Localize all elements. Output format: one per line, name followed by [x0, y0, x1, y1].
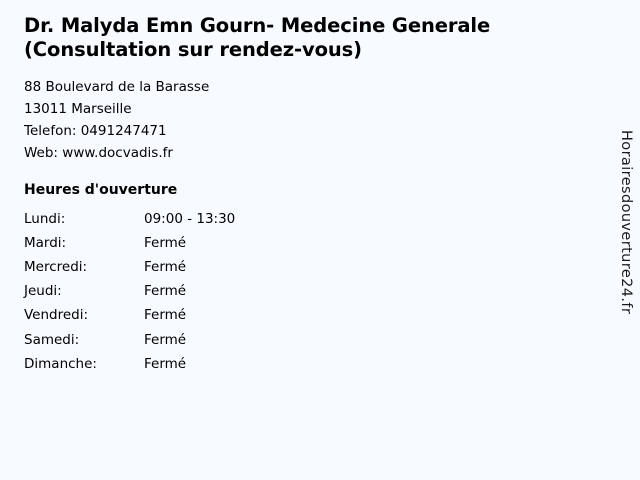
table-row [24, 355, 235, 379]
day-label: Mardi: [24, 234, 67, 251]
day-hours: Fermé [144, 283, 187, 300]
street-address: 88 Boulevard de la Barasse [24, 78, 210, 95]
day-hours: Fermé [144, 355, 187, 372]
contact-block [24, 76, 604, 164]
table-row [24, 258, 235, 282]
website-url: Web: www.docvadis.fr [24, 144, 173, 161]
day-label: Vendredi: [24, 307, 89, 324]
watermark-label: Horairesdouverture24.fr [618, 130, 634, 315]
opening-hours-heading: Heures d'ouverture [24, 181, 178, 198]
table-row [24, 234, 235, 258]
table-row [24, 306, 235, 330]
day-hours: Fermé [144, 259, 187, 275]
day-hours: Fermé [144, 307, 187, 324]
city-address: 13011 Marseille [24, 100, 132, 117]
day-hours: Fermé [144, 234, 187, 251]
day-label: Mercredi: [24, 259, 88, 275]
day-label: Samedi: [24, 331, 80, 348]
table-row [24, 210, 235, 234]
day-label: Jeudi: [24, 283, 62, 300]
day-label: Dimanche: [24, 355, 97, 372]
page-title: Dr. Malyda Emn Gourn- Medecine Generale (Consultation sur rendez-vous) [24, 14, 491, 61]
day-hours: Fermé [144, 331, 187, 348]
phone-number: Telefon: 0491247471 [24, 122, 167, 139]
card-content [24, 14, 604, 379]
table-row [24, 331, 235, 355]
table-row [24, 282, 235, 306]
day-label: Lundi: [24, 210, 66, 227]
opening-hours-table [24, 210, 235, 380]
day-hours: 09:00 - 13:30 [144, 210, 236, 227]
